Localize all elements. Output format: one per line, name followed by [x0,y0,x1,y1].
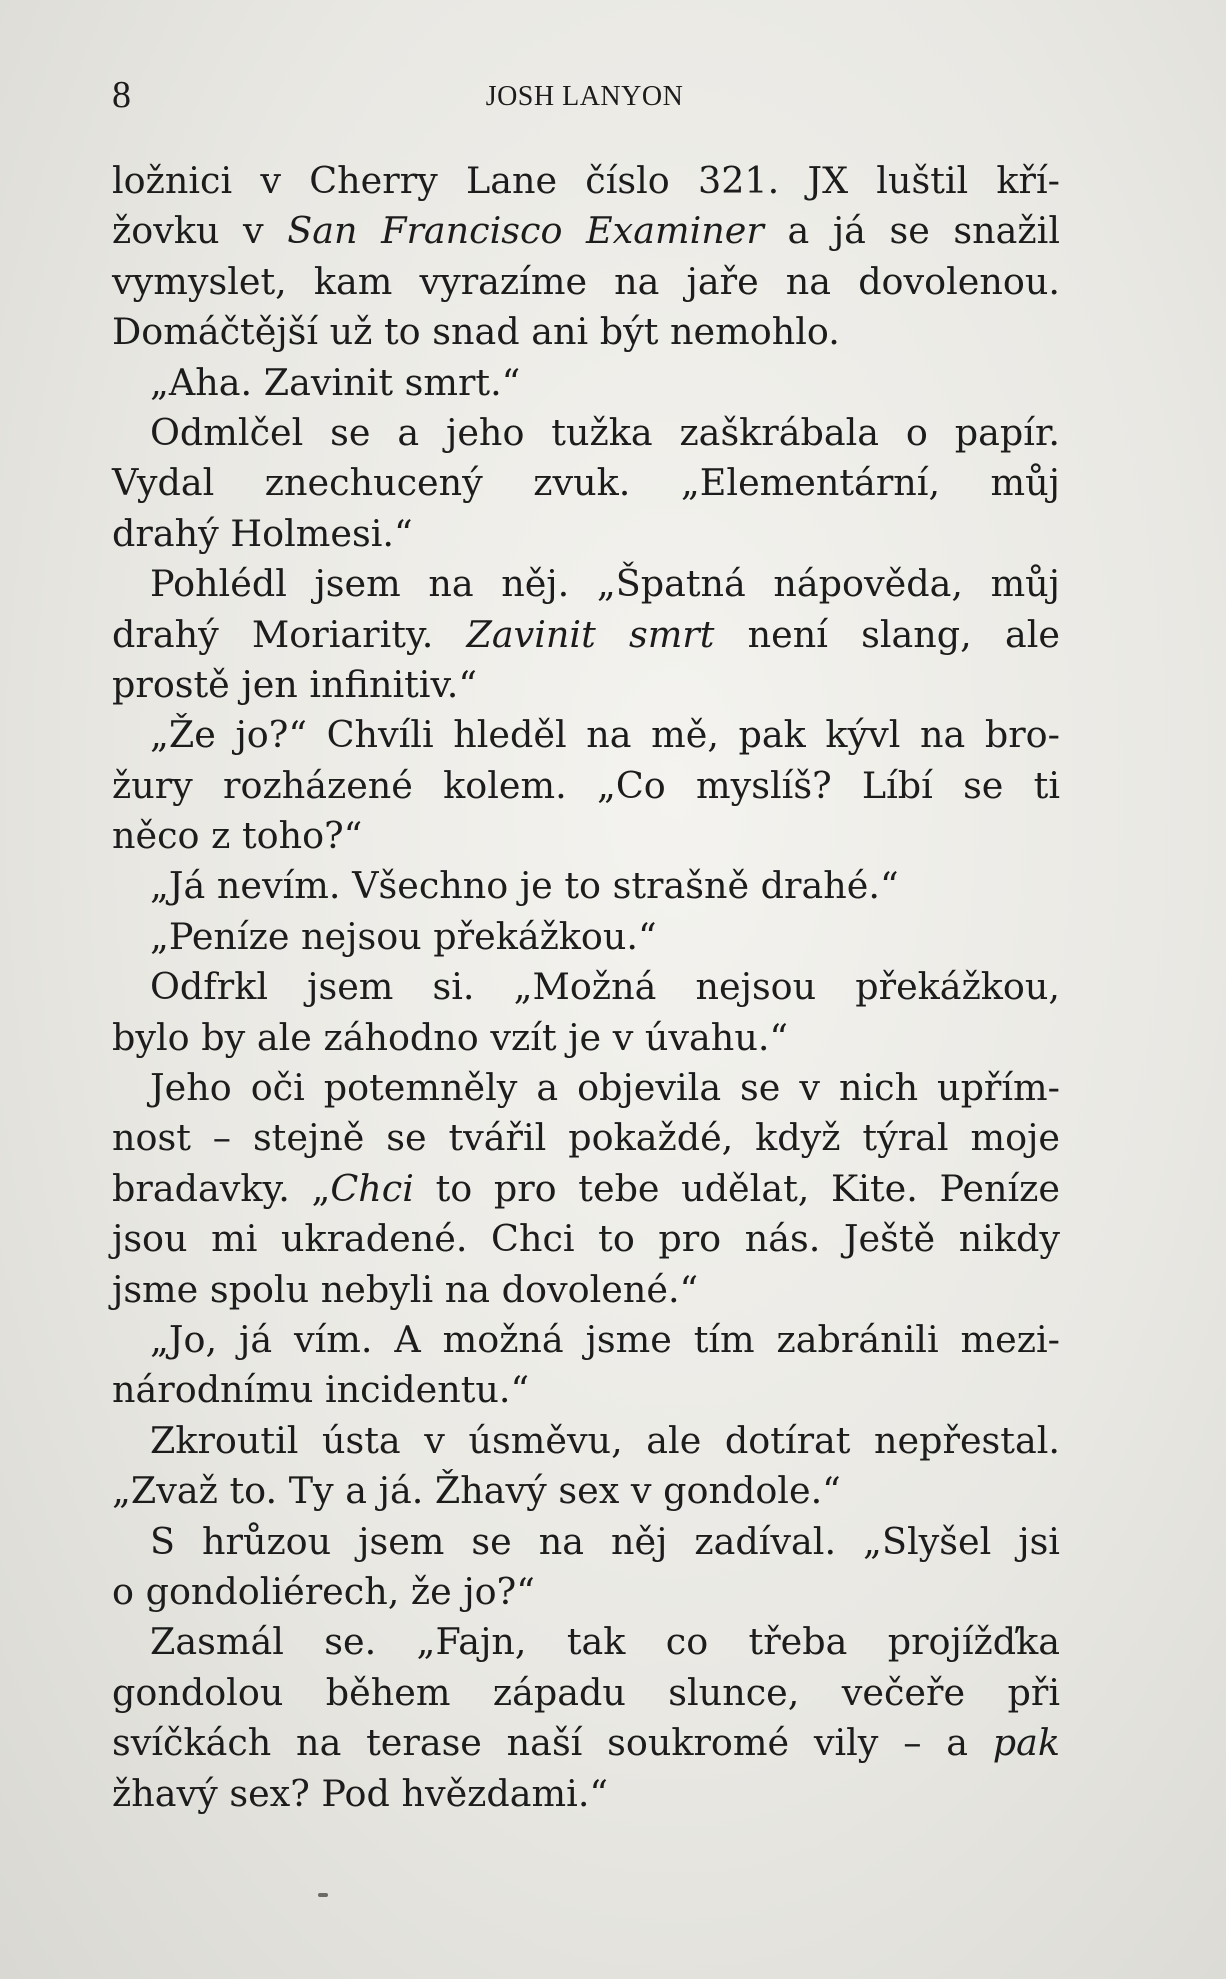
italic-title: San Francisco Examiner [287,209,764,253]
text-line: Pohlédl jsem na něj. „Špatná nápověda, můj [150,562,1060,606]
text-line: něco z toho?“ [112,814,363,858]
text-line: „Peníze nejsou překážkou.“ [150,914,657,958]
text-line: „Jo, já vím. A možná jsme tím zabránili mezi- [150,1317,1060,1361]
page-header [112,70,1057,120]
italic-word: Chci [330,1166,414,1210]
running-head: JOSH LANYON [485,81,684,112]
ink-speck [318,1893,328,1897]
text-line: o gondoliérech, že jo?“ [112,1569,535,1613]
text-line: žhavý sex? Pod hvězdami.“ [112,1771,609,1815]
text-line: jsou mi ukradené. Chci to pro nás. Ještě nikdy [112,1217,1060,1261]
text-line: žovku v San Francisco Examiner a já se snažil [112,209,1060,253]
text-line: žury rozházené kolem. „Co myslíš? Líbí se ti [112,763,1060,807]
text-line: jsme spolu nebyli na dovolené.“ [112,1267,699,1311]
text-line: „Že jo?“ Chvíli hleděl na mě, pak kývl na bro- [150,713,1060,757]
text-line: Domáčtější už to snad ani být nemohlo. [112,310,840,354]
text-line: „Já nevím. Všechno je to strašně drahé.“ [150,864,899,908]
text-line: Zasmál se. „Fajn, tak co třeba projížďka [150,1620,1060,1664]
text-line: národnímu incidentu.“ [112,1368,530,1412]
text-line: „Zvaž to. Ty a já. Žhavý sex v gondole.“ [112,1469,841,1513]
text-line: vymyslet, kam vyrazíme na jaře na dovolenou. [112,259,1060,303]
body-text [112,156,1060,1819]
text-line: prostě jen infinitiv.“ [112,662,478,706]
page-number: 8 [112,74,131,116]
italic-word: pak [992,1721,1060,1765]
text-line: bylo by ale záhodno vzít je v úvahu.“ [112,1015,789,1059]
text-line: Vydal znechucený zvuk. „Elementární, můj [112,461,1060,505]
text-line: „Aha. Zavinit smrt.“ [150,360,521,404]
text-line: Zkroutil ústa v úsměvu, ale dotírat nepřestal. [150,1418,1060,1462]
italic-phrase: Zavinit smrt [466,612,715,656]
text-line: Jeho oči potemněly a objevila se v nich upřím- [150,1066,1060,1110]
text-line: drahý Moriarity. Zavinit smrt není slang, ale [112,612,1060,656]
text-line: gondolou během západu slunce, večeře při [112,1670,1060,1714]
text-line: Odmlčel se a jeho tužka zaškrábala o papír. [150,410,1060,454]
text-line: svíčkách na terase naší soukromé vily – a pak [112,1721,1060,1765]
text-line: drahý Holmesi.“ [112,511,413,555]
text-line: ložnici v Cherry Lane číslo 321. JX luštil kří- [112,159,1060,202]
text-line: Odfrkl jsem si. „Možná nejsou překážkou, [150,965,1060,1009]
text-line: S hrůzou jsem se na něj zadíval. „Slyšel jsi [150,1519,1060,1563]
text-line: nost – stejně se tvářil pokaždé, když týral moje [112,1116,1060,1160]
text-line: bradavky. „Chci to pro tebe udělat, Kite. Peníze [112,1166,1060,1210]
